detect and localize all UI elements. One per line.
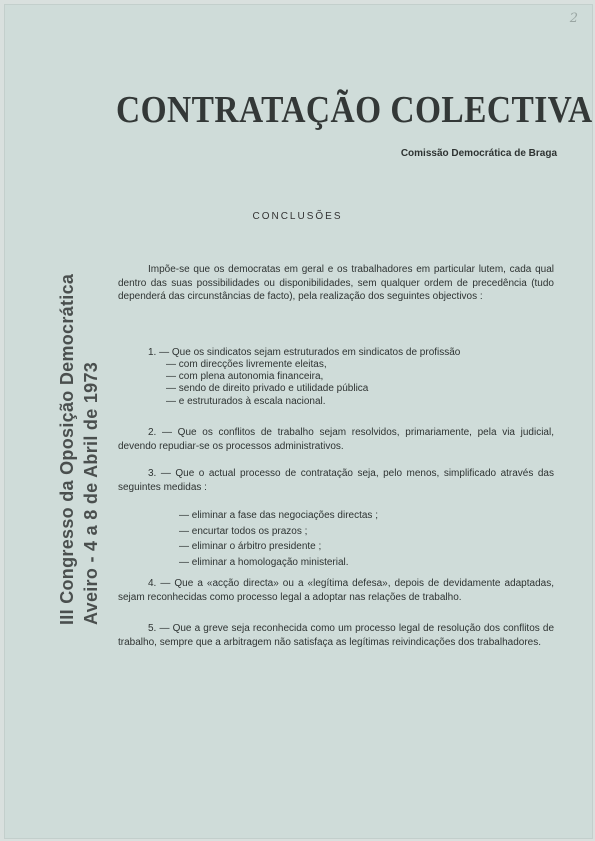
- conclusion-item-5: [118, 622, 554, 649]
- sublist-item: — com plena autonomia financeira,: [166, 371, 324, 383]
- conclusion-item-4: [118, 577, 554, 604]
- sublist-item: — eliminar a homologação ministerial.: [179, 556, 349, 568]
- conclusion-item-1: [118, 346, 554, 360]
- conclusion-text: 3. — Que o actual processo de contratação seja, pelo menos, simplificado através das seguintes medidas :: [118, 468, 554, 493]
- intro-paragraph: [118, 263, 554, 304]
- conclusion-item-3: [118, 467, 554, 494]
- conclusion-3-sublist: [179, 508, 378, 570]
- conclusion-item-2: [118, 426, 554, 453]
- conclusion-1-sublist: [166, 359, 368, 408]
- congress-name: III Congresso da Oposição Democrática: [57, 273, 77, 625]
- sublist-item: — encurtar todos os prazos ;: [179, 525, 308, 537]
- document-title: CONTRATAÇÃO COLECTIVA: [116, 89, 593, 131]
- sublist-item: — e estruturados à escala nacional.: [166, 395, 326, 407]
- sublist-item: — eliminar a fase das negociações directas ;: [179, 510, 378, 521]
- sublist-item: — eliminar o árbitro presidente ;: [179, 541, 322, 552]
- document-author: Comissão Democrática de Braga: [400, 148, 557, 159]
- conclusion-text: 1. — Que os sindicatos sejam estruturados em sindicatos de profissão: [148, 347, 461, 358]
- conclusion-text: 4. — Que a «acção directa» ou a «legítima defesa», depois de devidamente adaptadas, sejam reconhecidas como processo legal a adoptar nas relações de trabalho.: [118, 578, 554, 603]
- congress-date: Aveiro - 4 a 8 de Abril de 1973: [81, 361, 101, 625]
- sublist-item: — sendo de direito privado e utilidade pública: [166, 383, 369, 395]
- page-number: 2: [569, 11, 578, 26]
- conclusion-text: 5. — Que a greve seja reconhecida como um processo legal de resolução dos conflitos de trabalho, sempre que a arbitragem não satisfaça as legítimas reivindicações dos trabalhadores.: [118, 623, 554, 648]
- sublist-item: — com direcções livremente eleitas,: [166, 359, 327, 370]
- congress-sidebar: [55, 273, 103, 625]
- section-heading: CONCLUSÕES: [252, 211, 343, 222]
- conclusion-text: 2. — Que os conflitos de trabalho sejam resolvidos, primariamente, pela via judicial, devendo repudiar-se os processos administrativos.: [118, 427, 554, 452]
- intro-text: Impõe-se que os democratas em geral e os trabalhadores em particular lutem, cada qual dentro das suas possibilidades ou disponibilidades, sem qualquer ordem de precedência (tudo dependerá das circunstâncias de facto), pela realização dos seguintes objectivos :: [118, 264, 554, 302]
